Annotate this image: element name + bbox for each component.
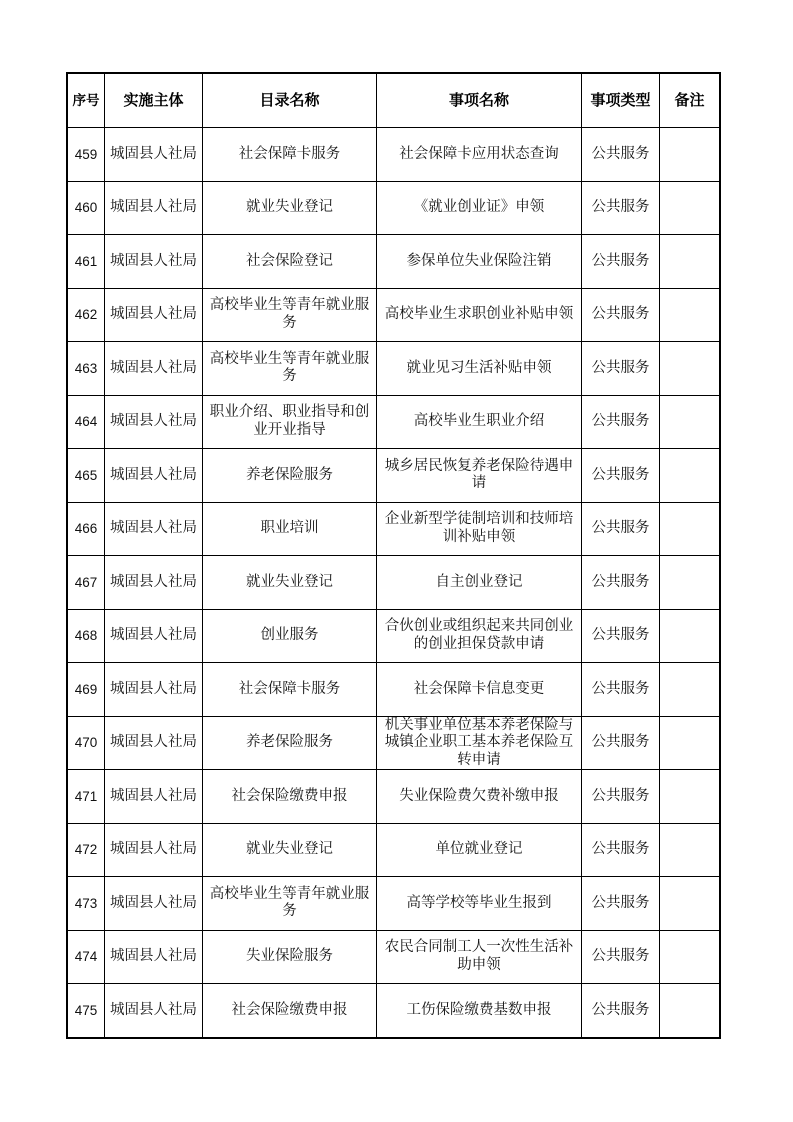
cell-seq: 467 xyxy=(67,556,105,610)
table-row xyxy=(67,984,720,1038)
table-row xyxy=(67,770,720,824)
cell-item: 高校毕业生职业介绍 xyxy=(377,396,582,450)
cell-type: 公共服务 xyxy=(582,556,660,610)
cell-catalog: 社会保障卡服务 xyxy=(203,663,377,717)
header-catalog: 目录名称 xyxy=(203,73,377,128)
cell-seq: 464 xyxy=(67,396,105,450)
cell-remark xyxy=(660,289,720,343)
cell-seq: 460 xyxy=(67,182,105,236)
cell-remark xyxy=(660,556,720,610)
cell-seq: 475 xyxy=(67,984,105,1038)
cell-agency: 城固县人社局 xyxy=(105,770,203,824)
cell-type: 公共服务 xyxy=(582,984,660,1038)
cell-catalog: 社会保险缴费申报 xyxy=(203,770,377,824)
cell-seq: 461 xyxy=(67,235,105,289)
cell-catalog: 创业服务 xyxy=(203,610,377,664)
cell-agency: 城固县人社局 xyxy=(105,610,203,664)
cell-agency: 城固县人社局 xyxy=(105,449,203,503)
cell-agency: 城固县人社局 xyxy=(105,931,203,985)
cell-type: 公共服务 xyxy=(582,396,660,450)
cell-type: 公共服务 xyxy=(582,503,660,557)
cell-seq: 465 xyxy=(67,449,105,503)
cell-remark xyxy=(660,503,720,557)
cell-item: 合伙创业或组织起来共同创业的创业担保贷款申请 xyxy=(377,610,582,664)
cell-remark xyxy=(660,396,720,450)
cell-remark xyxy=(660,984,720,1038)
cell-catalog: 就业失业登记 xyxy=(203,824,377,878)
cell-seq: 466 xyxy=(67,503,105,557)
cell-seq: 459 xyxy=(67,128,105,182)
cell-item: 社会保障卡信息变更 xyxy=(377,663,582,717)
cell-remark xyxy=(660,342,720,396)
cell-remark xyxy=(660,235,720,289)
cell-item: 单位就业登记 xyxy=(377,824,582,878)
cell-remark xyxy=(660,717,720,771)
table-row xyxy=(67,503,720,557)
cell-type: 公共服务 xyxy=(582,610,660,664)
cell-type: 公共服务 xyxy=(582,877,660,931)
cell-catalog: 失业保险服务 xyxy=(203,931,377,985)
cell-catalog: 高校毕业生等青年就业服务 xyxy=(203,877,377,931)
cell-remark xyxy=(660,824,720,878)
header-agency: 实施主体 xyxy=(105,73,203,128)
cell-item: 城乡居民恢复养老保险待遇申请 xyxy=(377,449,582,503)
header-seq: 序号 xyxy=(67,73,105,128)
cell-item: 企业新型学徒制培训和技师培训补贴申领 xyxy=(377,503,582,557)
cell-item: 自主创业登记 xyxy=(377,556,582,610)
cell-type: 公共服务 xyxy=(582,663,660,717)
cell-item: 农民合同制工人一次性生活补助申领 xyxy=(377,931,582,985)
cell-catalog: 就业失业登记 xyxy=(203,556,377,610)
table-row xyxy=(67,342,720,396)
cell-item: 失业保险费欠费补缴申报 xyxy=(377,770,582,824)
cell-seq: 472 xyxy=(67,824,105,878)
cell-agency: 城固县人社局 xyxy=(105,235,203,289)
cell-agency: 城固县人社局 xyxy=(105,663,203,717)
table-row xyxy=(67,877,720,931)
table-row xyxy=(67,610,720,664)
table-row xyxy=(67,449,720,503)
cell-remark xyxy=(660,182,720,236)
cell-seq: 463 xyxy=(67,342,105,396)
cell-agency: 城固县人社局 xyxy=(105,182,203,236)
cell-remark xyxy=(660,877,720,931)
cell-catalog: 高校毕业生等青年就业服务 xyxy=(203,289,377,343)
cell-item: 高校毕业生求职创业补贴申领 xyxy=(377,289,582,343)
cell-type: 公共服务 xyxy=(582,342,660,396)
table-header-row xyxy=(67,73,720,128)
table-body xyxy=(67,128,720,1038)
cell-agency: 城固县人社局 xyxy=(105,503,203,557)
cell-remark xyxy=(660,449,720,503)
cell-agency: 城固县人社局 xyxy=(105,342,203,396)
cell-seq: 462 xyxy=(67,289,105,343)
cell-seq: 470 xyxy=(67,717,105,771)
cell-item: 参保单位失业保险注销 xyxy=(377,235,582,289)
cell-seq: 468 xyxy=(67,610,105,664)
cell-type: 公共服务 xyxy=(582,128,660,182)
cell-type: 公共服务 xyxy=(582,449,660,503)
header-type: 事项类型 xyxy=(582,73,660,128)
table-row xyxy=(67,289,720,343)
cell-item: 社会保障卡应用状态查询 xyxy=(377,128,582,182)
table-row xyxy=(67,182,720,236)
cell-agency: 城固县人社局 xyxy=(105,984,203,1038)
cell-remark xyxy=(660,128,720,182)
cell-remark xyxy=(660,663,720,717)
cell-remark xyxy=(660,931,720,985)
table-row xyxy=(67,931,720,985)
table-row xyxy=(67,824,720,878)
header-remark: 备注 xyxy=(660,73,720,128)
service-items-table xyxy=(67,73,720,1038)
cell-item: 机关事业单位基本养老保险与城镇企业职工基本养老保险互转申请 xyxy=(377,717,582,771)
cell-seq: 473 xyxy=(67,877,105,931)
table-row xyxy=(67,235,720,289)
cell-catalog: 社会保障卡服务 xyxy=(203,128,377,182)
cell-agency: 城固县人社局 xyxy=(105,289,203,343)
cell-item: 高等学校等毕业生报到 xyxy=(377,877,582,931)
cell-item: 《就业创业证》申领 xyxy=(377,182,582,236)
header-item: 事项名称 xyxy=(377,73,582,128)
cell-catalog: 社会保险缴费申报 xyxy=(203,984,377,1038)
cell-seq: 469 xyxy=(67,663,105,717)
cell-type: 公共服务 xyxy=(582,289,660,343)
cell-item: 工伤保险缴费基数申报 xyxy=(377,984,582,1038)
cell-type: 公共服务 xyxy=(582,182,660,236)
cell-agency: 城固县人社局 xyxy=(105,824,203,878)
cell-seq: 474 xyxy=(67,931,105,985)
cell-type: 公共服务 xyxy=(582,717,660,771)
cell-seq: 471 xyxy=(67,770,105,824)
cell-type: 公共服务 xyxy=(582,931,660,985)
table-row xyxy=(67,396,720,450)
cell-catalog: 高校毕业生等青年就业服务 xyxy=(203,342,377,396)
cell-agency: 城固县人社局 xyxy=(105,128,203,182)
table-row xyxy=(67,128,720,182)
cell-catalog: 养老保险服务 xyxy=(203,449,377,503)
cell-catalog: 职业介绍、职业指导和创业开业指导 xyxy=(203,396,377,450)
cell-remark xyxy=(660,610,720,664)
cell-agency: 城固县人社局 xyxy=(105,396,203,450)
cell-catalog: 社会保险登记 xyxy=(203,235,377,289)
cell-item: 就业见习生活补贴申领 xyxy=(377,342,582,396)
cell-catalog: 职业培训 xyxy=(203,503,377,557)
cell-agency: 城固县人社局 xyxy=(105,877,203,931)
table-row xyxy=(67,717,720,771)
cell-remark xyxy=(660,770,720,824)
table-row xyxy=(67,663,720,717)
table-row xyxy=(67,556,720,610)
cell-catalog: 就业失业登记 xyxy=(203,182,377,236)
cell-agency: 城固县人社局 xyxy=(105,556,203,610)
cell-type: 公共服务 xyxy=(582,770,660,824)
cell-agency: 城固县人社局 xyxy=(105,717,203,771)
cell-catalog: 养老保险服务 xyxy=(203,717,377,771)
cell-type: 公共服务 xyxy=(582,235,660,289)
cell-type: 公共服务 xyxy=(582,824,660,878)
